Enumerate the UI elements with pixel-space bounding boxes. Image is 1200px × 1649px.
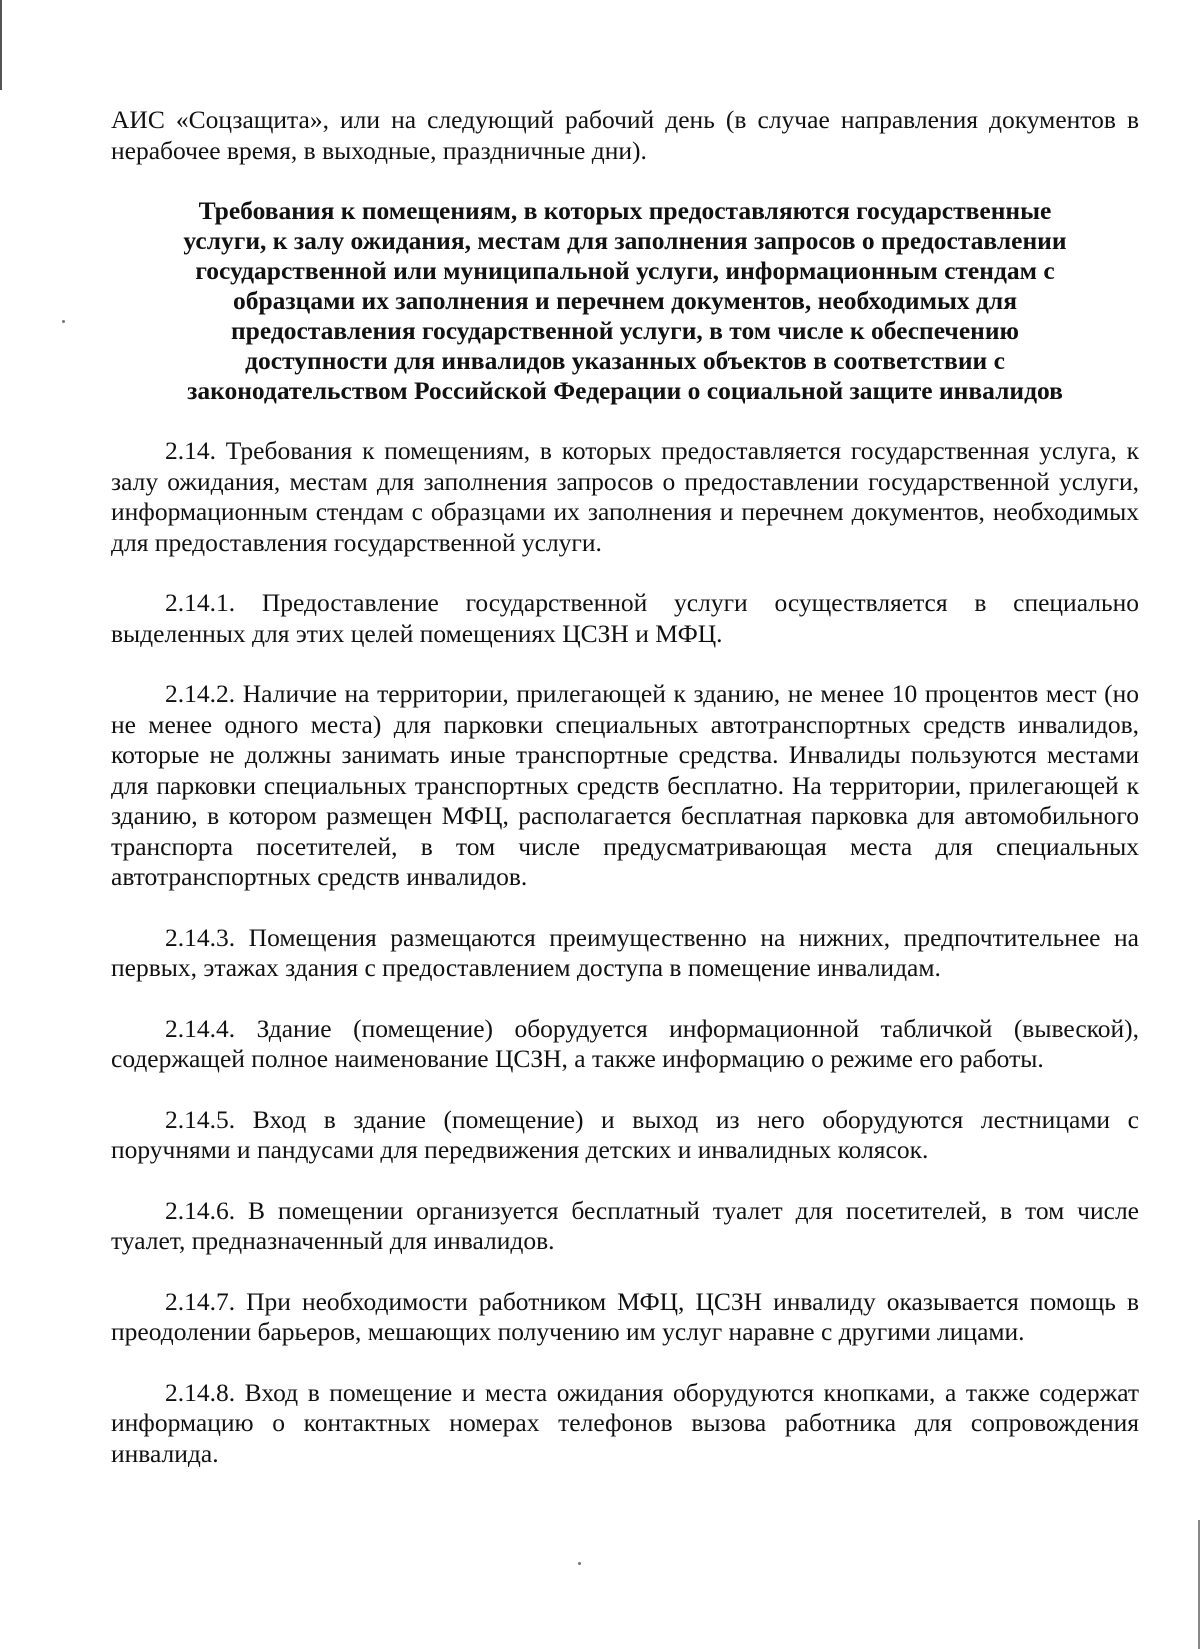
intro-paragraph: АИС «Соцзащита», или на следующий рабочий день (в случае направления документов в нерабочее время, в выходные, праздничные дни).: [111, 105, 1139, 165]
document-body: [111, 105, 1139, 1469]
paragraph-2-14-2: 2.14.2. Наличие на территории, прилегающей к зданию, не менее 10 процентов мест (но не менее одного места) для парковки специальных автотранспортных средств инвалидов, которые не должны занимать иные транспортные средства. Инвалиды пользуются местами для парковки специальных транспортных средств бесплатно. На территории, прилегающей к зданию, в котором размещен МФЦ, располагается бесплатная парковка для автомобильного транспорта посетителей, в том числе предусматривающая места для специальных автотранспортных средств инвалидов.: [111, 679, 1139, 891]
scan-speck: [578, 1562, 581, 1565]
paragraph-2-14-6: 2.14.6. В помещении организуется бесплатный туалет для посетителей, в том числе туалет, предназначенный для инвалидов.: [111, 1195, 1139, 1255]
paragraph-2-14-1: 2.14.1. Предоставление государственной услуги осуществляется в специально выделенных для этих целей помещениях ЦСЗН и МФЦ.: [111, 588, 1139, 648]
paragraph-2-14-5: 2.14.5. Вход в здание (помещение) и выход из него оборудуются лестницами с поручнями и пандусами для передвижения детских и инвалидных колясок.: [111, 1104, 1139, 1164]
paragraph-2-14-8: 2.14.8. Вход в помещение и места ожидания оборудуются кнопками, а также содержат информацию о контактных номерах телефонов вызова работника для сопровождения инвалида.: [111, 1377, 1139, 1468]
paragraph-2-14-3: 2.14.3. Помещения размещаются преимущественно на нижних, предпочтительнее на первых, этажах здания с предоставлением доступа в помещение инвалидам.: [111, 922, 1139, 982]
paragraph-2-14-7: 2.14.7. При необходимости работником МФЦ, ЦСЗН инвалиду оказывается помощь в преодолении барьеров, мешающих получению им услуг наравне с другими лицами.: [111, 1286, 1139, 1346]
scan-edge-left: [0, 0, 2, 90]
scan-speck: [62, 320, 65, 323]
paragraph-2-14-4: 2.14.4. Здание (помещение) оборудуется информационной табличкой (вывеской), содержащей полное наименование ЦСЗН, а также информацию о режиме его работы.: [111, 1013, 1139, 1073]
section-heading: Требования к помещениям, в которых предоставляются государственные услуги, к залу ожидания, местам для заполнения запросов о предоставлении государственной или муниципальной услуги, информационным стендам с образцами их заполнения и перечнем документов, необходимых для предоставления государственной услуги, в том числе к обеспечению доступности для инвалидов указанных объектов в соответствии с законодательством Российской Федерации о социальной защите инвалидов: [183, 196, 1067, 405]
paragraph-2-14: 2.14. Требования к помещениям, в которых предоставляется государственная услуга, к залу ожидания, местам для заполнения запросов о предоставлении государственной услуги, информационным стендам с образцами их заполнения и перечнем документов, необходимых для предоставления государственной услуги.: [111, 436, 1139, 557]
